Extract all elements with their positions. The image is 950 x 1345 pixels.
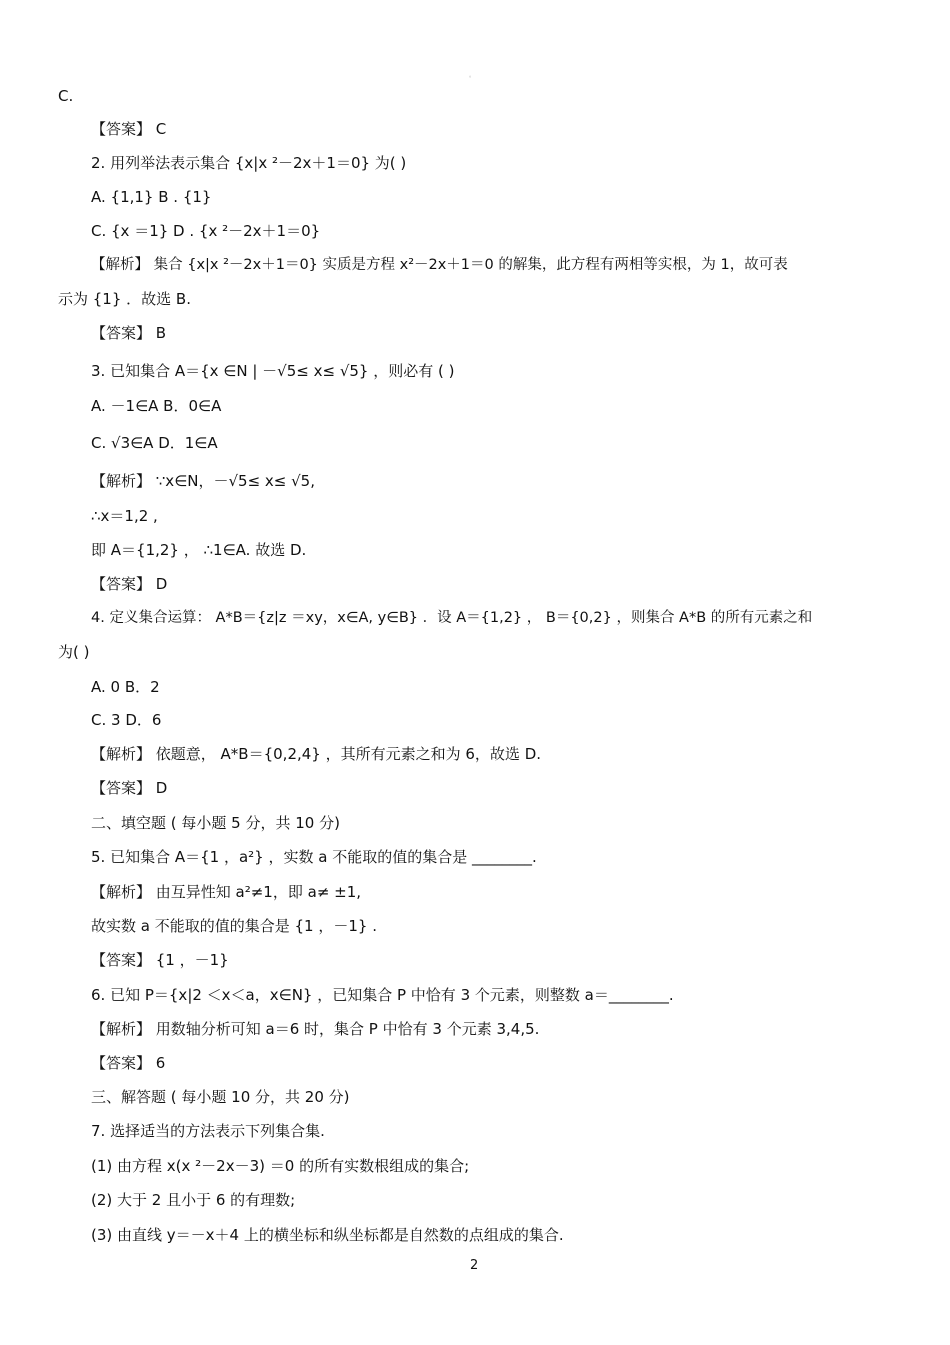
- subquestion-line: (1) 由方程 x(x ²－2x－3) ＝0 的所有实数根组成的集合;: [91, 1157, 470, 1175]
- question-4: 4. 定义集合运算： A*B＝{z|z ＝xy，x∈A, y∈B} ．设 A＝{1,2} ， B＝{0,2} ，则集合 A*B 的所有元素之和: [91, 610, 813, 626]
- answer-line: 【答案】 D: [91, 575, 168, 593]
- question-7: 7. 选择适当的方法表示下列集合集.: [91, 1122, 325, 1140]
- answer-line: 【答案】 D: [91, 779, 168, 797]
- answer-line: 【答案】 {1 ，－1}: [91, 951, 229, 969]
- section-heading: 二、填空题 ( 每小题 5 分，共 10 分): [91, 814, 340, 832]
- analysis-line: 【解析】 ∵x∈N，－√5≤ x≤ √5,: [91, 472, 315, 490]
- question-6: 6. 已知 P＝{x|2 ＜x＜a，x∈N} ，已知集合 P 中恰有 3 个元素，则整数 a＝________.: [91, 986, 674, 1004]
- text-line: 故实数 a 不能取的值的集合是 {1 ，－1} .: [91, 917, 377, 935]
- question-5: 5. 已知集合 A＝{1 ，a²} ，实数 a 不能取的值的集合是 ________.: [91, 848, 537, 866]
- text-line: C.: [58, 87, 74, 105]
- options-line: A. －1∈A B．0∈A: [91, 397, 222, 415]
- subquestion-line: (3) 由直线 y＝－x＋4 上的横坐标和纵坐标都是自然数的点组成的集合.: [91, 1226, 564, 1244]
- section-heading: 三、解答题 ( 每小题 10 分，共 20 分): [91, 1088, 350, 1106]
- options-line: C. 3 D．6: [91, 711, 162, 729]
- page-number: 2: [470, 1258, 479, 1273]
- analysis-line: 【解析】 用数轴分析可知 a＝6 时，集合 P 中恰有 3 个元素 3,4,5.: [91, 1020, 540, 1038]
- header-mark: 。: [469, 72, 476, 79]
- options-line: A. 0 B．2: [91, 678, 160, 696]
- options-line: A. {1,1} B . {1}: [91, 188, 212, 206]
- analysis-line: 【解析】 依题意， A*B＝{0,2,4} ，其所有元素之和为 6，故选 D.: [91, 745, 542, 763]
- subquestion-line: (2) 大于 2 且小于 6 的有理数;: [91, 1191, 296, 1209]
- answer-line: 【答案】 6: [91, 1054, 166, 1072]
- text-line: 为( ): [58, 643, 90, 661]
- analysis-line: 【解析】 由互异性知 a²≠1，即 a≠ ±1,: [91, 883, 362, 901]
- options-line: C. {x ＝1} D . {x ²－2x＋1＝0}: [91, 222, 321, 240]
- options-line: C. √3∈A D．1∈A: [91, 434, 218, 452]
- text-line: 示为 {1} ．故选 B.: [58, 290, 191, 308]
- question-2: 2. 用列举法表示集合 {x|x ²－2x＋1＝0} 为( ): [91, 154, 407, 172]
- answer-line: 【答案】 B: [91, 324, 167, 342]
- text-line: ∴x＝1,2 ,: [91, 507, 158, 525]
- question-3: 3. 已知集合 A＝{x ∈N | －√5≤ x≤ √5} ，则必有 ( ): [91, 362, 455, 380]
- answer-line: 【答案】 C: [91, 120, 167, 138]
- text-line: 即 A＝{1,2} ， ∴1∈A. 故选 D.: [91, 541, 307, 559]
- analysis-line: 【解析】 集合 {x|x ²－2x＋1＝0} 实质是方程 x²－2x＋1＝0 的解集，此方程有两相等实根，为 1，故可表: [91, 257, 788, 273]
